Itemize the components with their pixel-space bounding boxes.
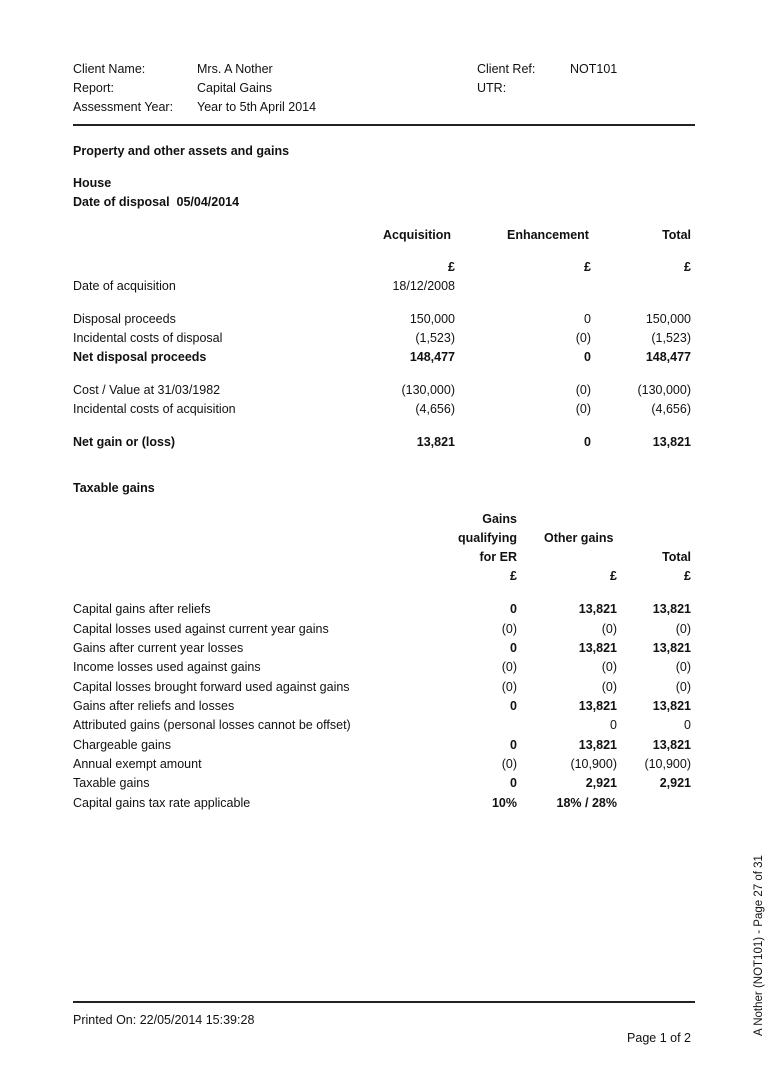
row-value-enhancement: 0 [584, 312, 591, 326]
row-label: Disposal proceeds [73, 312, 176, 326]
row-value-other: (0) [601, 622, 617, 636]
row-value-er: 0 [510, 738, 517, 752]
row-value-total: 13,821 [652, 738, 691, 752]
row-label: Income losses used against gains [73, 660, 261, 674]
row-value-other: 18% / 28% [556, 796, 617, 810]
row-value-acquisition: 148,477 [409, 350, 455, 364]
col-total: Total [662, 228, 691, 242]
row-label: Incidental costs of acquisition [73, 402, 236, 416]
client-ref-label: Client Ref: [477, 62, 536, 76]
row-label: Capital losses used against current year gains [73, 622, 329, 636]
row-label: Date of acquisition [73, 279, 176, 293]
section-title: Property and other assets and gains [73, 144, 290, 158]
row-value-total: 0 [684, 718, 691, 732]
row-label: Taxable gains [73, 776, 150, 790]
row-value-total: (0) [675, 622, 691, 636]
row-value-acquisition: (4,656) [415, 402, 455, 416]
currency-taxable-total: £ [684, 569, 691, 583]
currency-other: £ [610, 569, 617, 583]
header-divider [73, 124, 695, 126]
report-label: Report: [73, 81, 114, 95]
row-value-other: (0) [601, 680, 617, 694]
row-label: Annual exempt amount [73, 757, 202, 771]
row-value-total: (10,900) [644, 757, 691, 771]
disposal-date-label: Date of disposal [73, 195, 170, 209]
row-label: Gains after reliefs and losses [73, 699, 235, 713]
row-label: Capital gains tax rate applicable [73, 796, 251, 810]
row-value-acquisition: 18/12/2008 [392, 279, 455, 293]
row-value-total: 13,821 [652, 699, 691, 713]
currency-enhancement: £ [584, 260, 591, 274]
row-value-enhancement: 0 [584, 350, 591, 364]
row-label: Chargeable gains [73, 738, 171, 752]
row-value-er: (0) [501, 680, 517, 694]
row-value-total: (4,656) [651, 402, 691, 416]
col-er-line2: qualifying [457, 531, 517, 545]
asset-name: House [73, 176, 112, 190]
row-value-enhancement: (0) [575, 331, 591, 345]
report-value: Capital Gains [197, 81, 273, 95]
row-value-acquisition: (1,523) [415, 331, 455, 345]
row-value-acquisition: (130,000) [401, 383, 455, 397]
row-value-total: (0) [675, 660, 691, 674]
col-other-gains: Other gains [544, 531, 614, 545]
row-label: Cost / Value at 31/03/1982 [73, 383, 221, 397]
row-label: Net gain or (loss) [73, 435, 176, 449]
row-value-enhancement: (0) [575, 402, 591, 416]
row-label: Gains after current year losses [73, 641, 244, 655]
row-value-other: 13,821 [578, 738, 617, 752]
taxable-gains-title: Taxable gains [73, 481, 155, 495]
row-value-other: (10,900) [570, 757, 617, 771]
row-label: Capital gains after reliefs [73, 602, 211, 616]
row-value-other: 0 [610, 718, 617, 732]
row-value-other: 13,821 [578, 699, 617, 713]
row-value-enhancement: 0 [584, 435, 591, 449]
currency-total: £ [684, 260, 691, 274]
row-value-er: (0) [501, 660, 517, 674]
client-name-label: Client Name: [73, 62, 146, 76]
col-er-line1: Gains [482, 512, 517, 526]
row-value-enhancement: (0) [575, 383, 591, 397]
row-value-er: (0) [501, 622, 517, 636]
disposal-date-line [73, 195, 239, 210]
row-value-other: 13,821 [578, 602, 617, 616]
row-label: Capital losses brought forward used against gains [73, 680, 350, 694]
row-value-er: (0) [501, 757, 517, 771]
row-value-er: 0 [510, 641, 517, 655]
row-value-acquisition: 150,000 [409, 312, 455, 326]
row-value-er: 10% [491, 796, 517, 810]
disposal-date-value: 05/04/2014 [176, 195, 240, 209]
row-value-total: (0) [675, 680, 691, 694]
row-value-other: (0) [601, 660, 617, 674]
row-value-er: 0 [510, 602, 517, 616]
client-name-value: Mrs. A Nother [197, 62, 273, 76]
client-ref-value: NOT101 [570, 62, 618, 76]
currency-er: £ [510, 569, 517, 583]
currency-acquisition: £ [448, 260, 455, 274]
side-page-reference: A Nother (NOT101) - Page 27 of 31 [753, 855, 765, 1036]
row-value-total: 150,000 [645, 312, 691, 326]
row-value-total: (130,000) [637, 383, 691, 397]
row-value-er: 0 [510, 699, 517, 713]
col-enhancement: Enhancement [507, 228, 589, 242]
assessment-year-value: Year to 5th April 2014 [197, 100, 317, 114]
page-number: Page 1 of 2 [627, 1031, 691, 1045]
row-value-acquisition: 13,821 [416, 435, 455, 449]
row-label: Net disposal proceeds [73, 350, 207, 364]
row-value-other: 2,921 [585, 776, 617, 790]
col-er-line3: for ER [479, 550, 517, 564]
row-value-total: 2,921 [659, 776, 691, 790]
assessment-year-label: Assessment Year: [73, 100, 174, 114]
row-value-total: (1,523) [651, 331, 691, 345]
col-taxable-total: Total [662, 550, 691, 564]
utr-label: UTR: [477, 81, 507, 95]
row-label: Attributed gains (personal losses cannot be offset) [73, 718, 351, 732]
row-value-other: 13,821 [578, 641, 617, 655]
row-value-er: 0 [510, 776, 517, 790]
row-value-total: 13,821 [652, 641, 691, 655]
footer-divider [73, 1001, 695, 1003]
row-value-total: 148,477 [645, 350, 691, 364]
row-label: Incidental costs of disposal [73, 331, 223, 345]
printed-on: Printed On: 22/05/2014 15:39:28 [73, 1013, 255, 1027]
col-acquisition: Acquisition [383, 228, 452, 242]
row-value-total: 13,821 [652, 435, 691, 449]
row-value-total: 13,821 [652, 602, 691, 616]
